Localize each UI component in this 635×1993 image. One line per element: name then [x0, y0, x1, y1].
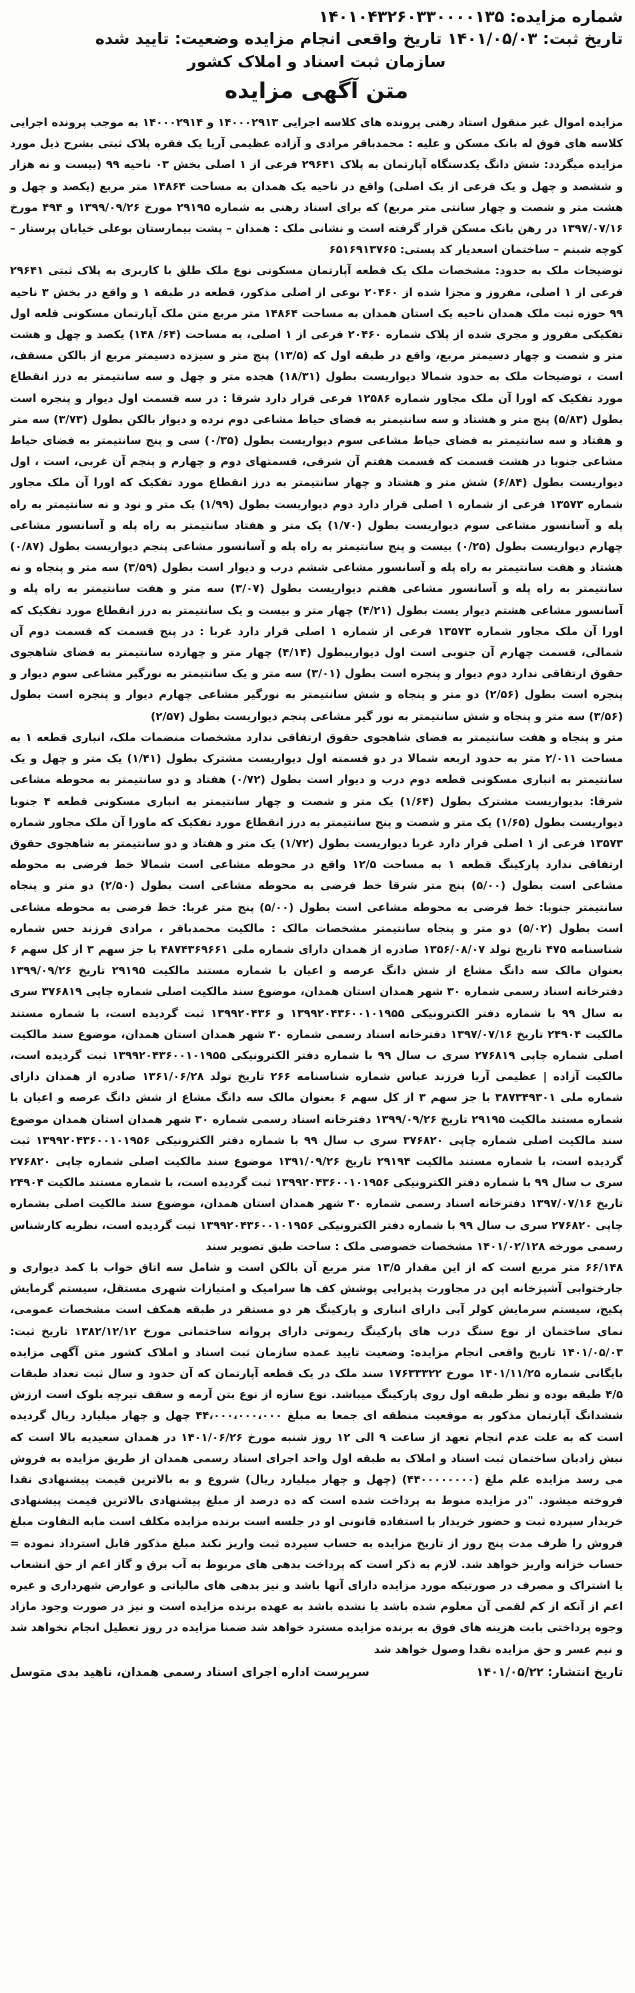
notice-title: متن آگهی مزایده — [224, 79, 409, 104]
paragraph-auction-terms: ۶۶/۱۴۸ متر مربع است که از این مقدار ۱۳/۵ متر مربع آن بالکن است و شامل سه اتاق خواب با کمد دیواری و جارختوابی آشپزخانه اپن در مجاورت پذیرایی پوشش کف ها سرامیک و امتیازات شهری مستقل، سیستم گرمایش پکیج، سیستم سرمایش کولر آبی دارای انباری و پارکینگ هر دو مستقر در طبقه همکف است مشخصات عمومی، نمای ساختمان از نوع سنگ درب های پارکینگ ریموتی دارای پروانه ساختمانی مورخ ۱۳۸۲/۱۲/۱۲ تاریخ ثبت: ۱۴۰۱/۰۵/۰۳ تاریخ واقعی انجام مزایده: وضعیت تایید عمده سازمان ثبت اسناد و املاک کشور متن آگهی مزایده بایگانی شماره ۱۴۰۱/۱۱/۲۵ مورخ ۱۷۶۳۳۳۲۲ سند ملک در یک قطعه آپارتمان که آن حدود و سال ثبت تعداد طبقات ۴/۵ طبقه بوده و نظر طبقه اول روی پارکینگ میباشد. نوع سازه از نوع بتن آرمه و سقف تیرچه بلوک است ارزش ششدانگ آپارتمان مذکور به موقعیت منطقه ای جمعا به مبلغ ۴۴،۰۰۰،۰۰۰،۰۰۰ چهل و چهار میلیارد ریال گردیده است که به علت عدم انجام تعهد از ساعت ۹ الی ۱۲ روز شنبه مورخ ۱۴۰۱/۰۶/۲۶ در همدان سعیدیه بالا است که نبش زادبان ساختمان ثبت اسناد و املاک به طبقه اول واحد اجرای اسناد رسمی همدان از طریق مزایده به فروش می رسد مزایده علم ملغ (۴۴۰۰۰۰۰۰۰۰) (چهل و چهار میلیارد ریال) شروع و به بالاترین قیمت پیشنهادی نقدا فروخته میشود. "در مزایده منوط به پرداخت شده است که ده درصد از مبلغ پیشنهادی بالاترین قیمت پیشنهادی خریدار سپرده ثبت و حضور خریدار با استفاده قانونی او در جلسه است برنده مزایده مکلف است مابه التفاوت مبلغ فروش را ظرف مدت پنج روز از تاریخ مزایده به حساب سپرده ثبت واریز نکند مبلغ مذکور قابل استرداد نموده = حساب خزانه واریز خواهد شد. لازم به ذکر است که پرداخت بدهی های مربوط به آب برق و گاز اعم از حق انشعاب یا اشتراک و مصرف در صورتیکه مورد مزایده دارای آنها باشد و نیز بدهی های مالیاتی و عوارض شهرداری و غیره اعم از آنکه از کم لقمی آن معلوم شده باشد یا نشده باشد به عهده برنده مزایده است و نیز در صورت وجود مازاد وجوه پرداختی بابت هزینه های فوق به برنده مزایده مسترد خواهد شد ضمنا مزایده در روز تعطیل انجام نخواهد شد و نیم عسر و حق مزایده نقدا وصول خواهد شد — [10, 1260, 623, 1656]
paragraph-intro: مزایده اموال غیر منقول استاد رهنی پرونده های کلاسه اجرایی ۱۴۰۰۰۲۹۱۳ و ۱۴۰۰۰۲۹۱۴ به موجب پرونده اجرایی کلاسه های فوق له بانک مسکن و علیه : محمدباقر مرادی و آزاده عظیمی آریا یک فقره پلاک ثبتی بشرح ذیل مورد مزایده میگردد: شش دانگ یکدستگاه آپارتمان به پلاک ۲۹۶۴۱ فرعی از ۱ اصلی بخش ۰۳ ناحیه ۹۹ (بیست و نه هزار و ششصد و چهل و یک فرعی از یک اصلی) واقع در ناحیه یک همدان به مساحت ۱۴۸۶۴ متر مربع (یکصد و چهل و هشت متر و شصت و چهار سانتی متر مربع) که برای اسناد رهنی به شماره ۲۹۱۹۵ مورخ ۱۳۹۹/۰۹/۲۶ و ۴۹۴ مورخ ۱۳۹۷/۰۷/۱۶ در رهن بانک مسکن قرار گرفته است و نشانی ملک : همدان – پشت بیمارستان بوعلی خیابان پرستار – کوچه شبنم – ساختمان اسعدیار کد پستی: ۶۵۱۶۹۱۳۷۶۵ — [10, 116, 624, 257]
organization-name: سازمان ثبت اسناد و املاک کشور — [187, 52, 446, 71]
notice-footer — [10, 1662, 623, 1682]
publish-date: تاریخ انتشار: ۱۴۰۱/۰۵/۲۲ — [476, 1664, 623, 1679]
notice-body — [10, 112, 623, 1660]
signature-line: سرپرست اداره اجرای اسناد رسمی همدان، ناهید بدی متوسل — [10, 1664, 370, 1679]
paragraph-property-boundaries: توضیحات ملک به حدود: مشخصات ملک یک قطعه آپارتمان مسکونی نوع ملک طلق با کاربری به پلاک ثبتی ۲۹۶۴۱ فرعی از ۱ اصلی، مفروز و مجزا شده از ۲۰۴۶۰ نوعی از اصلی مذکور، قطعه در طبقه ۱ و واقع در بخش ۳ ناحیه ۹۹ حوزه ثبت ملک همدان ناحیه یک استان همدان به مساحت ۱۴۸۶۴ متر مربع متن ملک آپارتمان مسکونی قلعه اول تفکیکی مفروز و مجری شده از پلاک شماره ۲۰۴۶۰ فرعی از ۱ اصلی، به مساحت (۶۴/ ۱۴۸) یکصد و چهل و هشت متر و شصت و چهار دسیمتر مربع، واقع در طبقه اول که (۱۳/۵) پنج متر و سیزده دسیمتر مربع از بالکن مسقف، است ، توضیحات ملک به حدود شمالا دیواریست بطول (۱۸/۳۱) هجده متر و چهل و سه سانتیمتر به درز انقطاع مورد تفکیک که اورا آن ملک مجاور شماره ۱۲۵۸۶ فرعی قرار دارد شرقا : در سه قسمت اول دیوار و پنجره است بطول (۵/۸۳) پنج متر و هشتاد و سه سانتیمتر به فضای حیاط مشاعی دوم نرده و دیوار بالکن بطول (۳/۷۳) سه متر و هفتاد و سه سانتیمتر به فضای حیاط مشاعی سوم دیواریست بطول (۰/۳۵) سی و پنج سانتیمتر به فضای حیاط مشاعی جنوبا در هشت قسمت که قسمت هفتم آن شرقی، قسمتهای دوم و چهارم و پنجم آن غربی، است ، اول دیواریست بطول (۶/۸۴) شش متر و هشتاد و چهار سانتیمتر به درز انقطاع مورد تفکیک که اورا آن ملک مجاور شماره ۱۳۵۷۳ فرعی از شماره ۱ اصلی قرار دارد دوم دیواریست بطول (۱/۹۹) یک متر و نود و نه سانتیمتر به راه پله و آسانسور مشاعی سوم دیواریست بطول (۱/۷۰) یک متر و هفتاد سانتیمتر به راه پله و آسانسور مشاعی چهارم دیواریست بطول (۰/۲۵) بیست و پنج سانتیمتر به راه پله و آسانسور مشاعی پنجم دیواریست بطول (۰/۸۷) هشتاد و هفت سانتیمتر به راه پله و آسانسور مشاعی ششم درب و دیوار است بطول (۳/۵۹) سه متر و پنجاه و نه سانتیمتر به راه پله و آسانسور مشاعی هفتم دیواریست بطول (۳/۰۷) سه متر و هفت سانتیمتر به راه پله و آسانسور مشاعی هشتم دیوار یست بطول (۴/۲۱) چهار متر و بیست و یک سانتیمتر به درز انقطاع مورد تفکیک که اورا آن ملک مجاور شماره ۱۳۵۷۳ فرعی از شماره ۱ اصلی قرار دارد غربا : در پنج قسمت که قسمت دوم آن شمالی، قسمت چهارم آن جنوبی است اول دیواریبطول (۴/۱۴) چهار متر و چهارده سانتیمتر به فضای شاهجوی حقوق ارتفاقی ندارد دوم دیوار و پنجره است بطول (۳/۰۱) سه متر و یک سانتیمتر به نورگیر مشاعی سوم دیوار و پنجره است بطول (۲/۵۶) دو متر و پنجاه و شش سانتیمتر به نورگیر مشاعی چهارم دیوار و پنجره است بطول (۳/۵۶) سه متر و پنجاه و شش سانتیمتر به نور گیر مشاعی پنجم دیواریست بطول (۲/۵۷) — [10, 264, 624, 723]
auction-number: شماره مزایده: ۱۴۰۱۰۴۳۲۶۰۳۳۰۰۰۰۱۳۵ — [318, 7, 623, 26]
paragraph-annexes-owners: متر و پنجاه و هفت سانتیمتر به فضای شاهجوی حقوق ارتفاقی ندارد مشخصات منضمات ملک، انباری قطعه ۱ به مساحت ۲/۰۱۱ متر به حدود اربعه شمالا در دو قسمته اول دیواریست مشترک بطول (۱/۴۱) یک متر و چهل و یک سانتیمتر به انباری مسکونی قطعه دوم درب و دیوار است بطول (۰/۷۲) هفتاد و دو سانتیمتر به محوطه مشاعی شرقا: بدیواریست مشترک بطول (۱/۶۴) یک متر و شصت و چهار سانتیمتر به انباری مسکونی قطعه ۴ جنوبا دیواریست بطول (۱/۶۵) یک متر و شصت و پنج سانتیمتر به درز انقطاع مورد تفکیک که ماورا آن ملک مجاور شماره ۱۳۵۷۳ فرعی از ۱ اصلی قرار دارد غربا دیواریست بطول (۱/۷۲) یک متر و هفتاد و دو سانتیمتر به شاهجوی حقوق ارتفاقی ندارد پارکینگ قطعه ۱ به مساحت ۱۲/۵ واقع در محوطه مشاعی است شمالا خط فرضی به محوطه مشاعی است بطول (۵/۰۰) پنج متر شرقا خط فرضی به محوطه مشاعی است بطول (۲/۵۰) دو متر و پنجاه سانتیمتر جنوبا: خط فرضی به محوطه مشاعی است بطول (۵/۰۰) پنج متر غربا: خط فرضی به محوطه مشاعی است بطول (۵/۰۲) دو متر و پنجاه سانتیمتر مشخصات مالک : مالکیت محمدباقر ، مرادی فرزند حس شماره شناسنامه ۴۷۵ تاریخ تولد ۱۳۵۶/۰۸/۰۷ صادره از همدان دارای شماره ملی ۴۸۷۴۳۶۹۶۶۱ با جز سهم ۳ از کل سهم ۶ بعنوان مالک سه دانگ مشاع از شش دانگ عرصه و اعیان با شماره مستند مالکیت ۲۹۱۹۵ تاریخ ۱۳۹۹/۰۹/۲۶ دفترخانه اسناد رسمی شماره ۳۰ شهر همدان استان همدان، موضوع سند مالکیت اصلی شماره چاپی ۳۷۶۸۱۹ سری به سال ۹۹ با شماره دفتر الکترونیکی ۱۳۹۹۲۰۴۳۶۰۰۱۰۱۹۵۵ و ۱۳۹۹۲۰۴۳۶ ثبت گردیده است، با شماره مستند مالکیت ۲۴۹۰۴ تاریخ ۱۳۹۷/۰۷/۱۶ دفترخانه اسناد رسمی شماره ۳۰ شهر همدان استان همدان، موضوع سند مالکیت اصلی شماره چاپی ۲۷۶۸۱۹ سری ب سال ۹۹ با شماره دفتر الکترونیکی ۱۳۹۹۲۰۴۳۶۰۰۱۰۱۹۵۵ ثبت گردیده است، مالکیت آزاده | عظیمی آریا فرزند عباس شماره شناسنامه ۲۶۶ تاریخ تولد ۱۳۶۱/۰۶/۲۸ صادره از همدان دارای شماره ملی ۳۸۷۳۴۹۳۰۱ با جز سهم ۳ از کل سهم ۶ بعنوان مالک سه دانگ مشاع از شش دانگ عرصه و اعیان با شماره مستند مالکیت ۲۹۱۹۵ تاریخ ۱۳۹۹/۰۹/۲۶ دفترخانه اسناد رسمی شماره ۳۰ شهر همدان استان همدان موضوع سند مالکیت اصلی شماره چاپی ۳۷۶۸۲۰ سری ب سال ۹۹ با شماره دفتر الکترونیکی ۱۳۹۹۲۰۴۳۶۰۰۱۰۱۹۵۶ ثبت گردیده است، با شماره مستند مالکیت ۲۹۱۹۴ تاریخ ۱۳۹۱/۰۹/۲۶ موضوع سند مالکیت اصلی شماره چاپی ۲۷۶۸۲۰ سری ب سال ۹۹ با شماره دفتر الکترونیکی ۱۳۹۹۲۰۴۳۶۰۰۱۰۱۹۵۶ ثبت گردیده است، با شماره مستند مالکیت ۲۴۹۰۴ تاریخ ۱۳۹۷/۰۷/۱۶ دفترخانه اسناد رسمی شماره ۳۰ شهر همدان استان همدان، موضوع سند مالکیت اصلی بشماره چاپی ۲۷۶۸۲۰ سری ب سال ۹۹ با شماره دفتر الکترونیکی ۱۳۹۹۲۰۴۳۶۰۰۱۰۱۹۵۶ ثبت گردیده است، نظریه کارشناس رسمی مورخه ۱۴۰۱/۰۲/۱۲۸ مشخصات خصوصی ملک : ساحت طبق تصویر سند — [10, 730, 624, 1253]
registration-status-line: تاریخ ثبت: ۱۴۰۱/۰۵/۰۳ تاریخ واقعی انجام مزایده وضعیت: تایید شده — [95, 29, 623, 48]
